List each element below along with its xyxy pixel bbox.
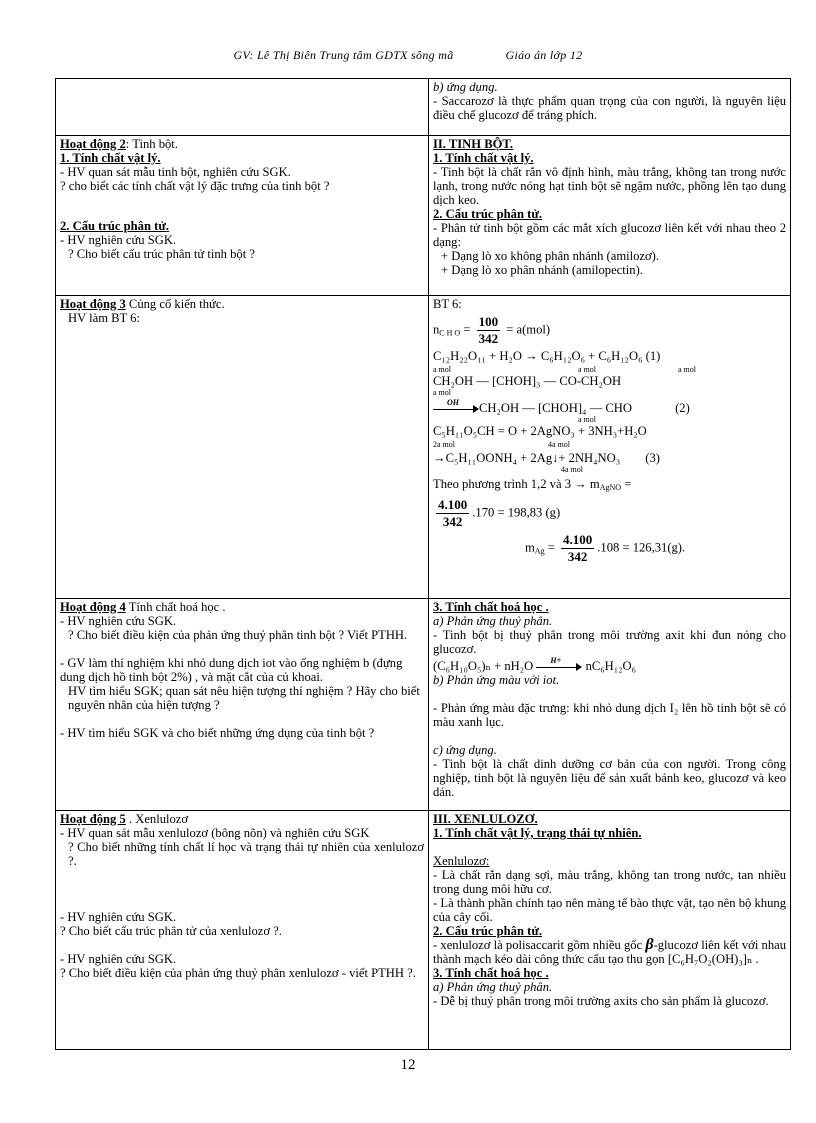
mass-symbol: m xyxy=(589,477,600,491)
table-row xyxy=(56,599,791,811)
header-author: GV: Lê Thị Biên Trung tâm GDTX sông mã xyxy=(233,48,454,62)
text-line: - HV nghiên cứu SGK. xyxy=(60,910,177,924)
text-line: - GV làm thí nghiệm khi nhỏ dung dịch iot vào ống nghiệm b (đựng dung dịch hồ tinh bột 2%) , và mặt cắt của củ khoai. xyxy=(60,656,403,684)
beta-symbol: β xyxy=(645,936,654,953)
subheading: a) Phản ứng thuỷ phân. xyxy=(433,980,553,994)
equals: = xyxy=(547,540,555,555)
subheading: 3. Tính chất hoá học . xyxy=(433,600,549,614)
paragraph: - Dễ bị thuỷ phân trong môi trường axits cho sản phẩm là glucozơ. xyxy=(433,994,769,1008)
text-line: ? Cho biết cấu trúc phân tử tinh bột ? xyxy=(68,247,255,261)
mole-note: a mol xyxy=(433,365,451,374)
n-subscript: C H O xyxy=(439,328,461,338)
teacher-activity-cell xyxy=(56,79,429,136)
arrow-label: H+ xyxy=(550,656,562,666)
mass-symbol: m xyxy=(525,540,535,555)
mole-note: 4a mol xyxy=(548,440,570,449)
paragraph: - Tinh bột bị thuỷ phân trong môi trường axit khi đun nóng cho glucozơ. xyxy=(433,628,786,656)
section-heading: III. XENLULOZƠ. xyxy=(433,812,538,826)
arrow-icon xyxy=(536,656,582,672)
text-line: ? Cho biết điều kiện của phản ứng thuỷ phân tinh bột ? Viết PTHH. xyxy=(68,628,408,642)
text-line: ? Cho biết cấu trúc phân tử của xenlulozơ ?. xyxy=(60,924,282,938)
activity-label: Hoạt động 3 xyxy=(60,297,126,311)
paragraph: - Tinh bột là chất rắn vô định hình, màu trắng, không tan trong nước lạnh, trong nước nóng hạt tinh bột sẽ ngậm nước, phồng lên tạo dung dịch keo. xyxy=(433,165,786,207)
mole-note: 2a mol xyxy=(433,440,455,449)
mass-formula-2 xyxy=(433,532,786,565)
denominator: 342 xyxy=(442,514,463,529)
equation-text: CH₂OH — [CHOH]₄ — CHO xyxy=(479,401,632,415)
arrow-icon: → xyxy=(433,451,446,465)
subheading: 2. Cấu trúc phân tử. xyxy=(60,219,170,233)
equals: = xyxy=(624,477,632,491)
text-line: - HV nghiên cứu SGK. xyxy=(60,952,177,966)
equation-number: (2) xyxy=(675,401,690,415)
equation xyxy=(433,656,786,673)
equation-2b xyxy=(433,398,786,415)
lesson-table xyxy=(55,78,791,1050)
table-row xyxy=(56,79,791,136)
mole-note: a mol xyxy=(578,365,596,374)
teacher-activity-cell xyxy=(56,599,429,811)
mole-note: a mol xyxy=(678,365,696,374)
mole-annotations xyxy=(433,363,786,372)
mole-formula xyxy=(433,314,786,347)
arrow-icon xyxy=(433,398,479,414)
subheading: 1. Tính chất vật lý. xyxy=(433,151,534,165)
mole-note: a mol xyxy=(433,388,451,397)
exercise-cell xyxy=(429,296,791,599)
activity-label: Hoạt động 4 xyxy=(60,600,126,614)
paragraph xyxy=(433,938,786,966)
header-title: Giáo án lớp 12 xyxy=(505,48,583,62)
subheading: b) ứng dụng. xyxy=(433,80,498,94)
arrow-label: OH xyxy=(447,398,459,408)
result: .108 = 126,31(g). xyxy=(597,540,686,555)
equation-text: C₅H₁₁O₅CH = O + 2AgNO₃ + 3NH₃+H₂O xyxy=(433,424,647,438)
paragraph: - Là thành phần chính tạo nên màng tế bào thực vật, tạo nên bộ khung của cây cối. xyxy=(433,896,786,924)
section-heading: II. TINH BỘT. xyxy=(433,137,514,151)
equation-rhs: nC₆H₁₂O₆ xyxy=(585,659,637,673)
subheading: a) Phản ứng thuỷ phân. xyxy=(433,614,553,628)
denominator: 342 xyxy=(478,331,499,346)
activity-label: Hoạt động 2 xyxy=(60,137,126,151)
paragraph: - Saccarozơ là thực phẩm quan trọng của con người, là nguyên liệu điều chế glucozơ để tráng phích. xyxy=(433,94,786,122)
content-cell xyxy=(429,599,791,811)
paragraph: - Là chất rắn dạng sợi, màu trắng, không tan trong nước, tan nhiều trong dung môi hữu cơ. xyxy=(433,868,786,896)
text-line: HV làm BT 6: xyxy=(68,311,140,325)
denominator: 342 xyxy=(567,549,588,564)
equation-text: CH₂OH — [CHOH]₃ — CO-CH₂OH xyxy=(433,374,622,388)
equation-4 xyxy=(433,451,786,465)
mass-subscript: AgNO xyxy=(599,483,622,492)
subheading: 3. Tính chất hoá học . xyxy=(433,966,549,980)
text-line: ? Cho biết những tính chất lí học và trạng thái tự nhiên của xenlulozơ ?. xyxy=(68,840,424,868)
fraction xyxy=(436,497,469,530)
activity-title: . Xenlulozơ xyxy=(125,812,189,826)
text-span: - xenlulozơ là polisaccarit gồm nhiều gốc xyxy=(433,938,643,952)
activity-title: : Tinh bột. xyxy=(125,137,178,151)
text-line: Theo phương trình 1,2 và 3 xyxy=(433,477,572,491)
paragraph: - Phản ứng màu đặc trưng: khi nhỏ dung dịch I₂ lên hồ tinh bột sẽ có màu xanh lục. xyxy=(433,701,786,729)
paragraph: - Phân tử tinh bột gồm các mắt xích glucozơ liên kết với nhau theo 2 dạng: xyxy=(433,221,786,249)
text-line: ? Cho biết điều kiện của phản ứng thuỷ phân xenlulozơ - viết PTHH ?. xyxy=(60,966,416,980)
mole-note: a mol xyxy=(578,415,596,424)
content-cell xyxy=(429,136,791,296)
subheading: 2. Cấu trúc phân tử. xyxy=(433,207,543,221)
fraction xyxy=(477,314,501,347)
teacher-activity-cell xyxy=(56,811,429,1050)
content-cell xyxy=(429,811,791,1050)
subheading: 1. Tính chất vật lý. xyxy=(60,151,161,165)
numerator: 4.100 xyxy=(563,532,593,547)
numerator: 100 xyxy=(478,314,499,329)
teacher-activity-cell xyxy=(56,296,429,599)
equation-lhs: (C₆H₁₀O₅)ₙ + nH₂O xyxy=(433,659,534,673)
equation-text: C₅H₁₁OONH₄ + 2Ag↓+ 2NH₄NO₃ xyxy=(445,451,621,465)
result: .170 = 198,83 (g) xyxy=(472,505,561,520)
mass-subscript: Ag xyxy=(534,546,545,556)
text-line: HV tìm hiểu SGK; quan sát nêu hiện tượng thí nghiệm ? Hãy cho biết nguyên nhân của hiện tượng ? xyxy=(68,684,420,712)
equation-2a xyxy=(433,374,786,388)
equation-number: (3) xyxy=(645,451,660,465)
numerator: 4.100 xyxy=(438,497,468,512)
equation-lhs: C₁₂H₂₂O₁₁ + H₂O xyxy=(433,349,522,363)
text-line: - HV quan sát mẫu tinh bột, nghiên cứu SGK. xyxy=(60,165,291,179)
teacher-activity-cell xyxy=(56,136,429,296)
label: Xenlulozơ: xyxy=(433,854,490,868)
text-line: - HV nghiên cứu SGK. xyxy=(60,233,177,247)
equation-1 xyxy=(433,349,786,363)
text-line: - HV tìm hiểu SGK và cho biết những ứng dụng của tinh bột ? xyxy=(60,726,375,740)
table-row xyxy=(56,811,791,1050)
arrow-icon: → xyxy=(525,349,538,363)
text-line: - HV quan sát mẫu xenlulozơ (bông nõn) và nghiên cứu SGK xyxy=(60,826,370,840)
subheading: b) Phản ứng màu với iot. xyxy=(433,673,560,687)
exercise-label: BT 6: xyxy=(433,297,462,311)
list-item: + Dạng lò xo không phân nhánh (amilozơ). xyxy=(441,249,660,263)
activity-title: Củng cố kiến thức. xyxy=(125,297,225,311)
mole-annotations xyxy=(433,438,786,447)
subheading: 2. Cấu trúc phân tử. xyxy=(433,924,543,938)
page-header xyxy=(0,48,816,63)
mass-formula-1 xyxy=(433,497,786,530)
fraction xyxy=(561,532,594,565)
table-row xyxy=(56,296,791,599)
table-row xyxy=(56,136,791,296)
activity-label: Hoạt động 5 xyxy=(60,812,126,826)
activity-title: Tính chất hoá học . xyxy=(125,600,226,614)
subheading: 1. Tính chất vật lý, trạng thái tự nhiên. xyxy=(433,826,642,840)
equation-rhs: C₆H₁₂O₆ + C₆H₁₂O₆ (1) xyxy=(540,349,661,363)
n-symbol: n xyxy=(433,322,440,337)
paragraph: - Tinh bột là chất dinh dưỡng cơ bản của con người. Trong công nghiệp, tinh bột là nguyên liệu để sản xuất bánh keo, glucozơ và keo dán. xyxy=(433,757,786,799)
mole-result: = a(mol) xyxy=(506,322,551,337)
list-item: + Dạng lò xo phân nhánh (amilopectin). xyxy=(441,263,643,277)
text-span: -glucozơ liên kết với nhau thành mạch kéo dài công thức cấu tạo thu gọn [C₆H₇O₂(OH)₃]ₙ . xyxy=(433,938,787,966)
page-number: 12 xyxy=(400,1057,416,1073)
text-line: ? cho biết các tính chất vật lý đặc trưng của tinh bột ? xyxy=(60,179,330,193)
conclusion-line xyxy=(433,477,786,495)
subheading: c) ứng dụng. xyxy=(433,743,497,757)
text-line: - HV nghiên cứu SGK. xyxy=(60,614,177,628)
equation-3 xyxy=(433,424,786,438)
mole-note: 4a mol xyxy=(561,465,583,474)
equals: = xyxy=(463,322,471,337)
content-cell xyxy=(429,79,791,136)
arrow-icon: → xyxy=(574,477,587,491)
